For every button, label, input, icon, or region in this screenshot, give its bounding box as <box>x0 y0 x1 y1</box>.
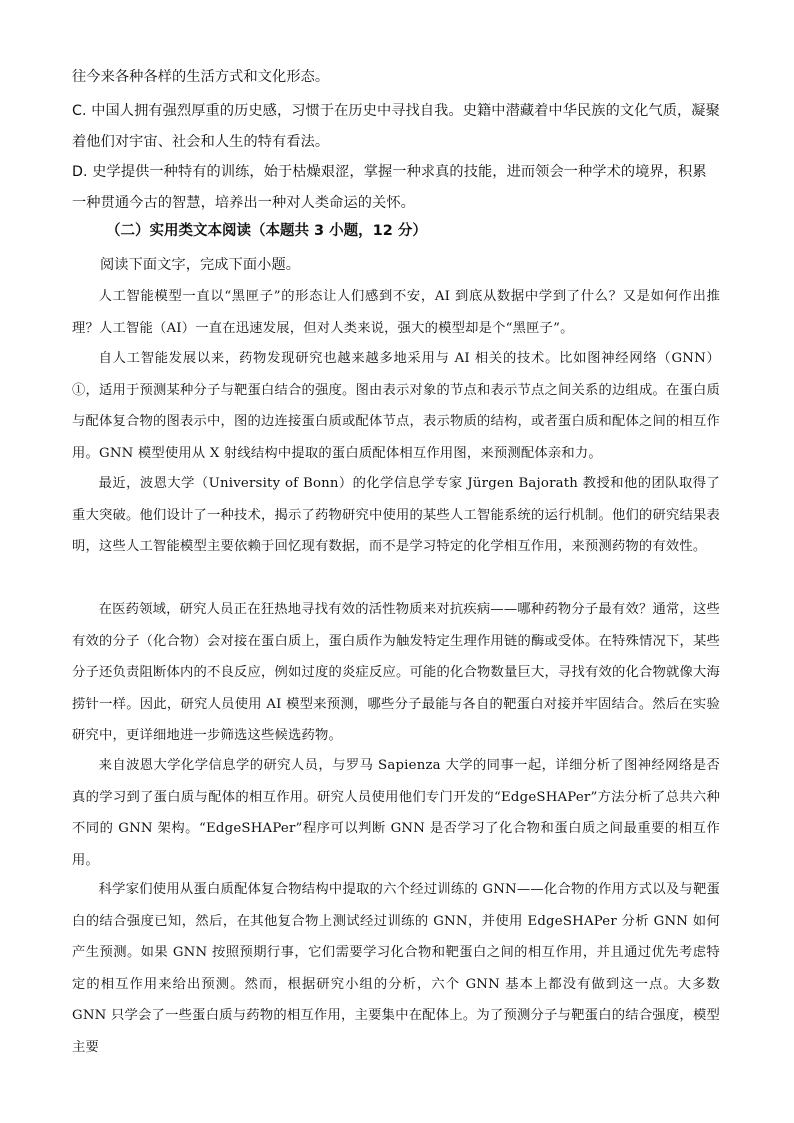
section-heading: （二）实用类文本阅读（本题共 3 小题，12 分） <box>106 223 427 239</box>
option-d: D. 史学提供一种特有的训练，始于枯燥艰涩，掌握一种求真的技能，进而领会一种学术的境界，积累一种贯通今古的智慧，培养出一种对人类命运的关怀。 <box>72 164 707 211</box>
article-paragraph-4: 在医药领域，研究人员正在狂热地寻找有效的活性物质来对抗疾病——哪种药物分子最有效？通常，这些有效的分子（化合物）会对接在蛋白质上，蛋白质作为触发特定生理作用链的酶或受体。在特殊情况下，某些分子还负责阻断体内的不良反应，例如过度的炎症反应。可能的化合物数量巨大，寻找有效的化合物就像大海捞针一样。因此，研究人员使用 AI 模型来预测，哪些分子最能与各自的靶蛋白对接并牢固结合。然后在实验研究中，更详细地进一步筛选这些候选药物。 <box>72 602 720 743</box>
article-paragraph-1: 人工智能模型一直以“黑匣子”的形态让人们感到不安，AI 到底从数据中学到了什么？又是如何作出推理？人工智能（AI）一直在迅速发展，但对人类来说，强大的模型却是个“黑匣子”。 <box>72 289 720 336</box>
option-c: C. 中国人拥有强烈厚重的历史感，习惯于在历史中寻找自我。史籍中潜藏着中华民族的文化气质，凝聚着他们对宇宙、社会和人生的特有看法。 <box>72 103 720 150</box>
article-paragraph-2: 自人工智能发展以来，药物发现研究也越来越多地采用与 AI 相关的技术。比如图神经网络（GNN）①，适用于预测某种分子与靶蛋白结合的强度。图由表示对象的节点和表示节点之间关系的边组成。在蛋白质与配体复合物的图表示中，图的边连接蛋白质或配体节点，表示物质的结构，或者蛋白质和配体之间的相互作用。GNN 模型使用从 X 射线结构中提取的蛋白质配体相互作用图，来预测配体亲和力。 <box>72 351 720 461</box>
article-paragraph-6: 科学家们使用从蛋白质配体复合物结构中提取的六个经过训练的 GNN——化合物的作用方式以及与靶蛋白的结合强度已知，然后，在其他复合物上测试经过训练的 GNN，并使用 EdgeSHAPer 分析 GNN 如何产生预测。如果 GNN 按照预期行事，它们需要学习化合物和靶蛋白之间的相互作用，并且通过优先考虑特定的相互作用来给出预测。然而，根据研究小组的分析，六个 GNN 基本上都没有做到这一点。大多数 GNN 只学会了一些蛋白质与药物的相互作用，主要集中在配体上。为了预测分子与靶蛋白的结合强度，模型主要 <box>72 882 720 1055</box>
article-paragraph-3: 最近，波恩大学（University of Bonn）的化学信息学专家 Jürgen Bajorath 教授和他的团队取得了重大突破。他们设计了一种技术，揭示了药物研究中使用的某些人工智能系统的运行机制。他们的研究结果表明，这些人工智能模型主要依赖于回忆现有数据，而不是学习特定的化学相互作用，来预测药物的有效性。 <box>72 476 720 554</box>
option-b-tail: 往今来各种各样的生活方式和文化形态。 <box>72 69 330 85</box>
section-instruction: 阅读下面文字，完成下面小题。 <box>100 257 301 273</box>
article-paragraph-5: 来自波恩大学化学信息学的研究人员，与罗马 Sapienza 大学的同事一起，详细分析了图神经网络是否真的学习到了蛋白质与配体的相互作用。研究人员使用他们专门开发的“EdgeSHAPer”方法分析了总共六种不同的 GNN 架构。“EdgeSHAPer”程序可以判断 GNN 是否学习了化合物和蛋白质之间最重要的相互作用。 <box>72 758 720 868</box>
